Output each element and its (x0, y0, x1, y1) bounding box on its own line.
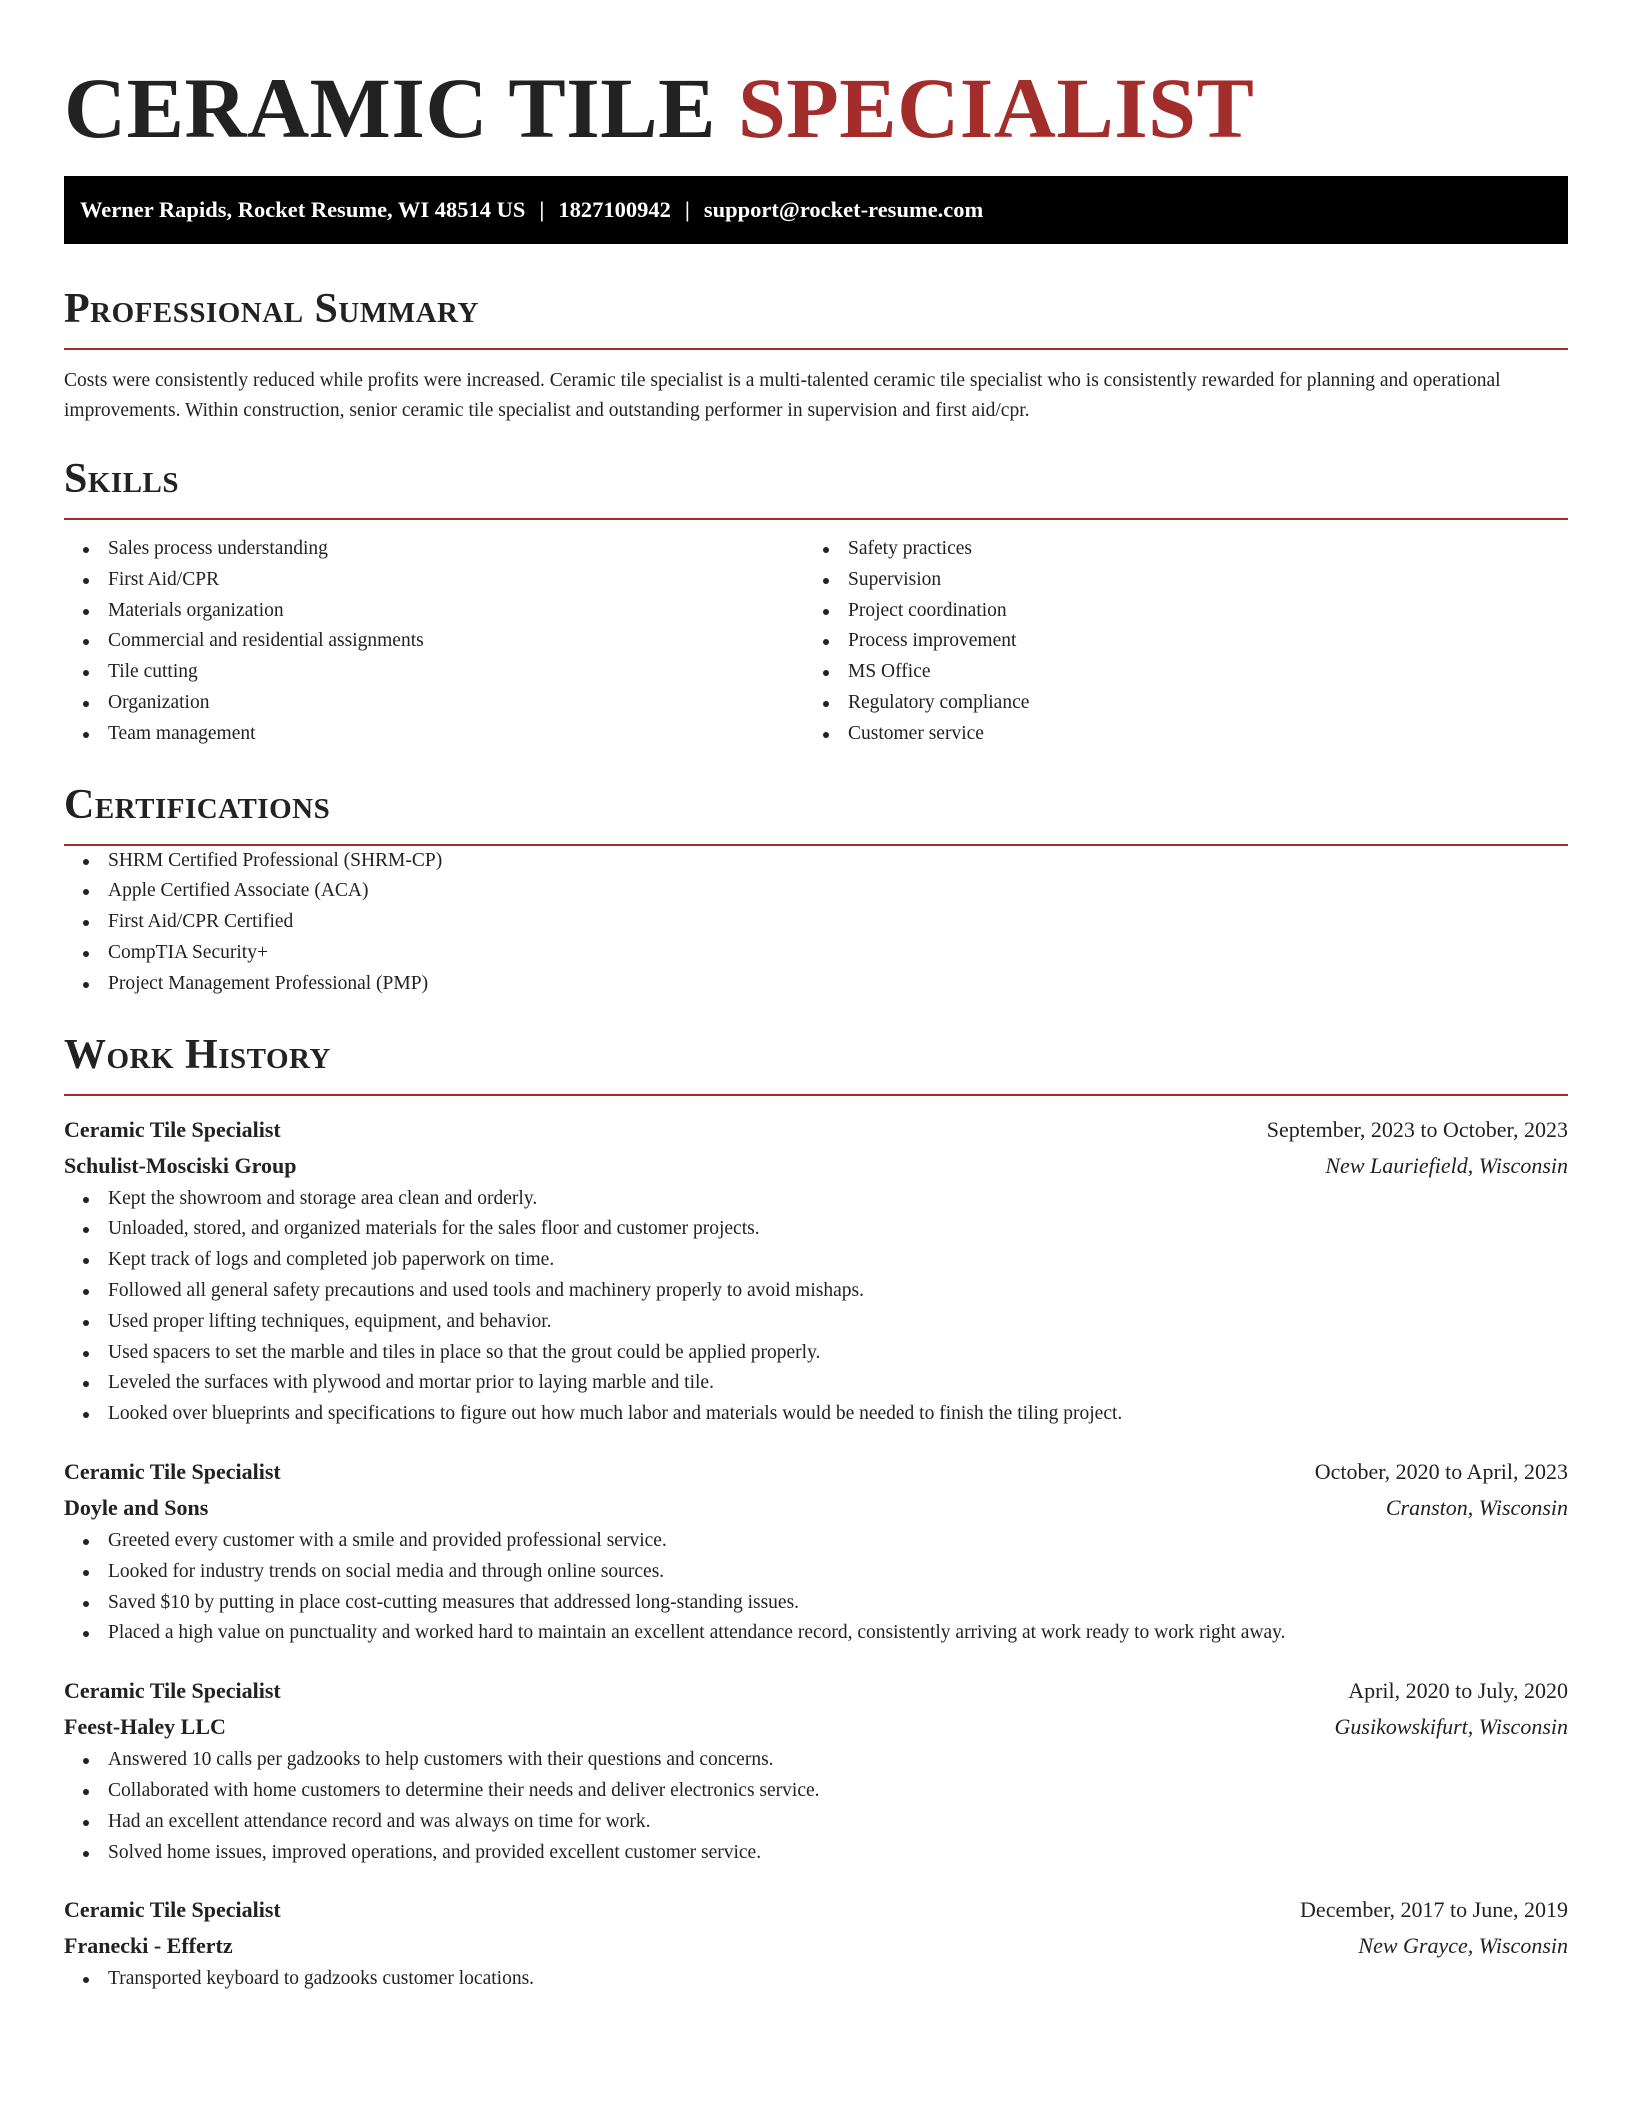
job-subheader-row (64, 1490, 1568, 1526)
title-accent: SPECIALIST (737, 60, 1255, 156)
skill-item: Process improvement (804, 626, 1544, 657)
job-duty-item: Kept the showroom and storage area clean and orderly. (64, 1184, 1568, 1215)
certification-item: SHRM Certified Professional (SHRM-CP) (64, 846, 1568, 877)
job-location: New Lauriefield, Wisconsin (1325, 1152, 1568, 1178)
summary-text: Costs were consistently reduced while profits were increased. Ceramic tile specialist is a multi-talented ceramic tile specialist who is consistently rewarded for planning and operational improvements. Within construction, senior ceramic tile specialist and outstanding performer in supervision and first aid/cpr. (64, 370, 1501, 421)
job-duties-list (64, 1526, 1568, 1649)
skills-list-right (804, 534, 1544, 750)
job-entry (64, 1892, 1568, 1995)
resume-title (64, 0, 1568, 158)
section-heading-certifications: Certifications (64, 781, 331, 828)
job-location: Cranston, Wisconsin (1385, 1494, 1568, 1520)
contact-separator: | (684, 197, 690, 222)
job-duty-item: Unloaded, stored, and organized materials for the sales floor and customer projects. (64, 1214, 1568, 1245)
job-duty-item: Kept track of logs and completed job paperwork on time. (64, 1245, 1568, 1276)
job-duty-item: Used proper lifting techniques, equipment, and behavior. (64, 1307, 1568, 1338)
job-title: Ceramic Tile Specialist (64, 1458, 281, 1484)
job-location: New Grayce, Wisconsin (1358, 1933, 1568, 1959)
contact-email[interactable]: support@rocket-resume.com (703, 197, 984, 222)
job-duty-item: Solved home issues, improved operations, and provided excellent customer service. (64, 1838, 1568, 1869)
job-header-row (64, 1112, 1568, 1148)
skill-item: Tile cutting (64, 657, 804, 688)
certification-item: Apple Certified Associate (ACA) (64, 876, 1568, 907)
job-duty-item: Placed a high value on punctuality and worked hard to maintain an excellent attendance record, consistently arriving at work ready to work right away. (64, 1618, 1568, 1649)
summary-section (64, 284, 1568, 426)
job-entry (64, 1454, 1568, 1649)
section-heading-summary: Professional Summary (64, 286, 479, 332)
certification-item: Project Management Professional (PMP) (64, 969, 1568, 1000)
job-title: Ceramic Tile Specialist (64, 1678, 281, 1704)
skill-item: Supervision (804, 565, 1544, 596)
skill-item: Customer service (804, 719, 1544, 750)
contact-address: Werner Rapids, Rocket Resume, WI 48514 US (80, 197, 526, 222)
section-divider (64, 348, 1568, 350)
job-dates: April, 2020 to July, 2020 (1348, 1678, 1568, 1704)
skill-item: Organization (64, 688, 804, 719)
job-entry (64, 1673, 1568, 1868)
job-duty-item: Greeted every customer with a smile and provided professional service. (64, 1526, 1568, 1557)
job-duties-list (64, 1184, 1568, 1430)
job-header-row (64, 1673, 1568, 1709)
job-company: Schulist-Mosciski Group (64, 1152, 297, 1178)
job-duty-item: Leveled the surfaces with plywood and mortar prior to laying marble and tile. (64, 1368, 1568, 1399)
skill-item: Sales process understanding (64, 534, 804, 565)
skill-item: Project coordination (804, 596, 1544, 627)
job-location: Gusikowskifurt, Wisconsin (1334, 1714, 1568, 1740)
job-duty-item: Had an excellent attendance record and was always on time for work. (64, 1807, 1568, 1838)
job-duty-item: Saved $10 by putting in place cost-cutting measures that addressed long-standing issues. (64, 1588, 1568, 1619)
job-subheader-row (64, 1148, 1568, 1184)
certification-item: CompTIA Security+ (64, 938, 1568, 969)
skills-columns (64, 534, 1568, 750)
job-subheader-row (64, 1928, 1568, 1964)
job-entry (64, 1112, 1568, 1430)
certification-item: First Aid/CPR Certified (64, 907, 1568, 938)
job-title: Ceramic Tile Specialist (64, 1897, 281, 1923)
skill-item: Regulatory compliance (804, 688, 1544, 719)
job-title: Ceramic Tile Specialist (64, 1116, 281, 1142)
job-company: Feest-Haley LLC (64, 1714, 226, 1740)
job-duty-item: Transported keyboard to gadzooks customer locations. (64, 1964, 1568, 1995)
skill-item: Commercial and residential assignments (64, 626, 804, 657)
skill-item: First Aid/CPR (64, 565, 804, 596)
section-divider (64, 518, 1568, 520)
contact-separator: | (539, 197, 545, 222)
job-duty-item: Followed all general safety precautions and used tools and machinery properly to avoid mishaps. (64, 1276, 1568, 1307)
skill-item: Materials organization (64, 596, 804, 627)
certifications-section (64, 780, 1568, 1000)
job-header-row (64, 1892, 1568, 1928)
work-history-section (64, 1030, 1568, 1996)
job-dates: December, 2017 to June, 2019 (1300, 1897, 1568, 1923)
contact-bar (64, 176, 1568, 244)
job-duties-list (64, 1745, 1568, 1868)
skill-item: Safety practices (804, 534, 1544, 565)
job-duty-item: Looked for industry trends on social media and through online sources. (64, 1557, 1568, 1588)
job-company: Franecki - Effertz (64, 1933, 233, 1959)
section-heading-skills: Skills (64, 456, 180, 502)
contact-phone[interactable]: 1827100942 (558, 197, 671, 222)
job-subheader-row (64, 1709, 1568, 1745)
skills-list-left (64, 534, 804, 750)
job-duty-item: Collaborated with home customers to determine their needs and deliver electronics service. (64, 1776, 1568, 1807)
skill-item: MS Office (804, 657, 1544, 688)
skill-item: Team management (64, 719, 804, 750)
job-duty-item: Answered 10 calls per gadzooks to help customers with their questions and concerns. (64, 1745, 1568, 1776)
section-divider (64, 1094, 1568, 1096)
section-heading-work-history: Work History (64, 1031, 331, 1078)
title-main: CERAMIC TILE (64, 60, 716, 156)
certifications-list (64, 846, 1568, 1000)
job-company: Doyle and Sons (64, 1494, 209, 1520)
job-duty-item: Used spacers to set the marble and tiles in place so that the grout could be applied properly. (64, 1338, 1568, 1369)
job-header-row (64, 1454, 1568, 1490)
job-dates: October, 2020 to April, 2023 (1314, 1458, 1568, 1484)
job-duties-list (64, 1964, 1568, 1995)
skills-section (64, 454, 1568, 750)
job-dates: September, 2023 to October, 2023 (1266, 1116, 1568, 1142)
job-duty-item: Looked over blueprints and specifications to figure out how much labor and materials would be needed to finish the tiling project. (64, 1399, 1568, 1430)
